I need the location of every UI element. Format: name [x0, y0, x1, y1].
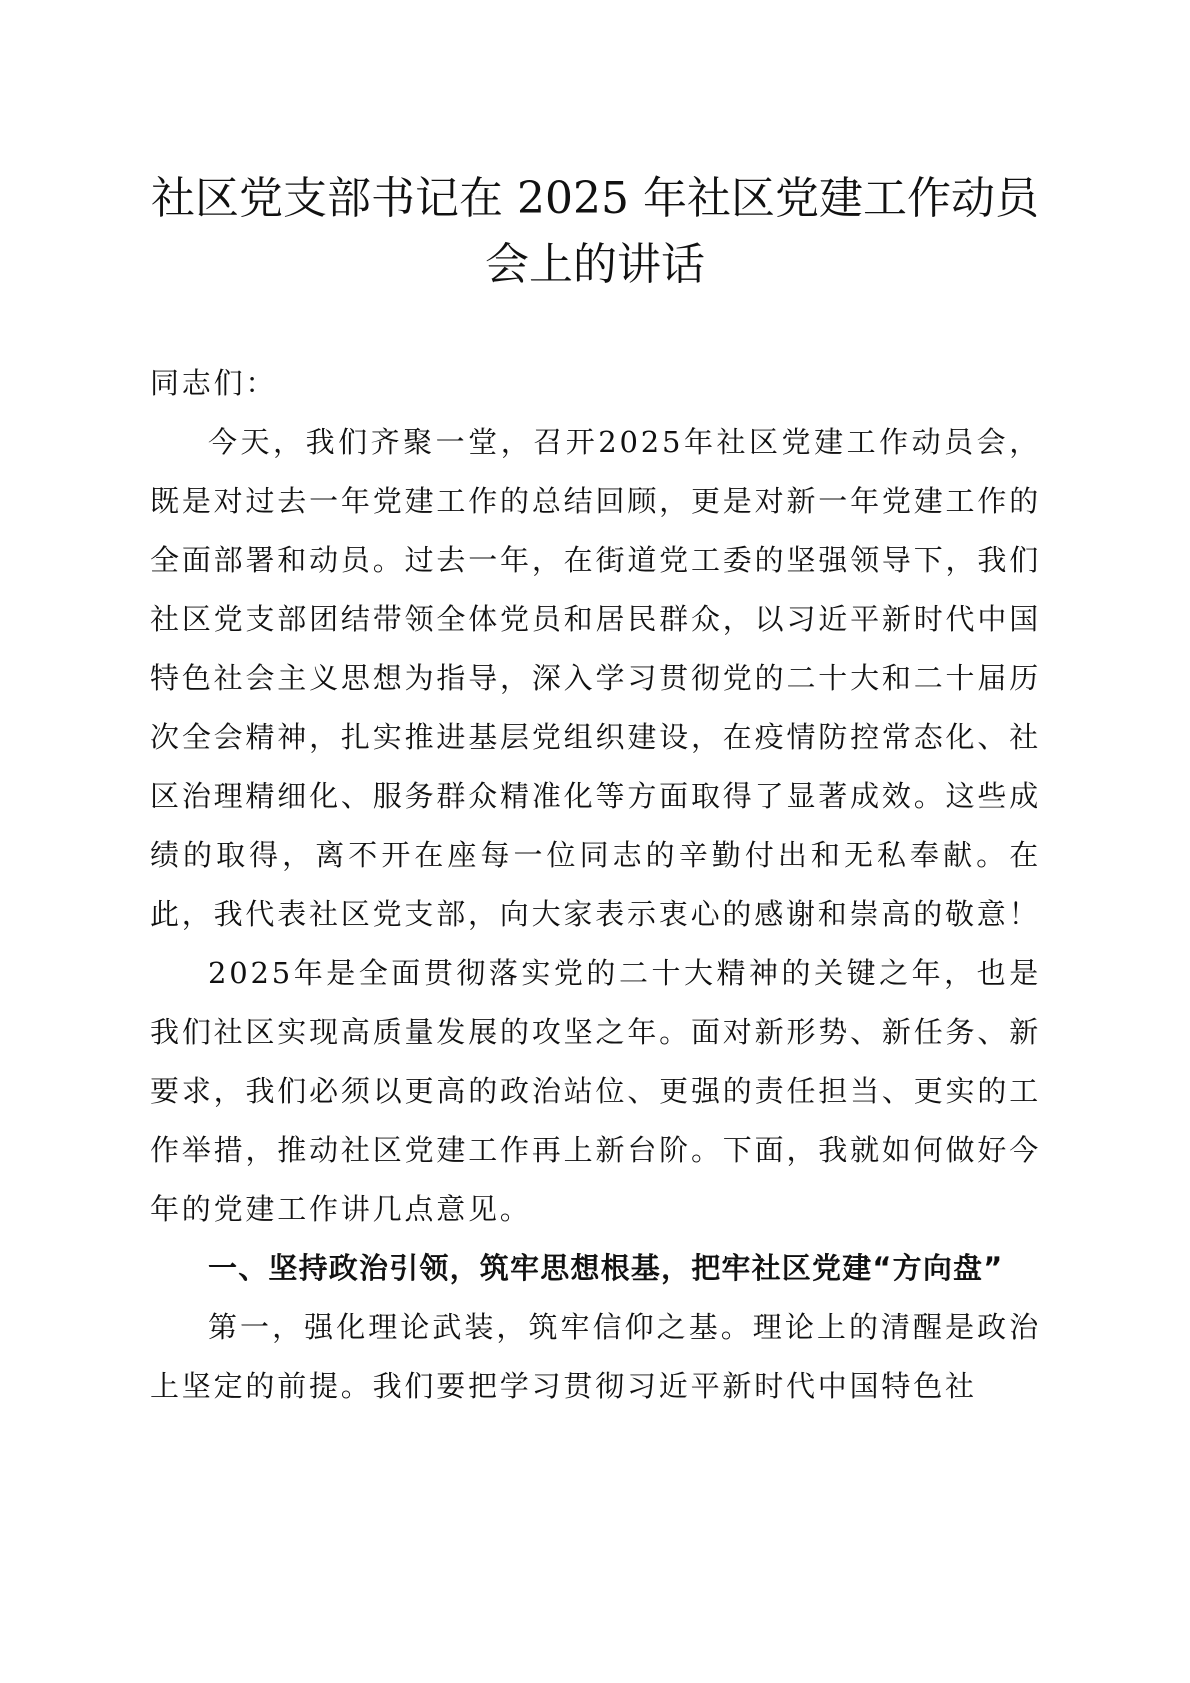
paragraph-2: 2025年是全面贯彻落实党的二十大精神的关键之年，也是我们社区实现高质量发展的攻坚之年。面对新形势、新任务、新要求，我们必须以更高的政治站位、更强的责任担当、更实的工作举措，推动社区党建工作再上新台阶。下面，我就如何做好今年的党建工作讲几点意见。	[150, 956, 1041, 1226]
title-line-1: 社区党支部书记在 2025 年社区党建工作动员	[151, 173, 1039, 224]
paragraph-1: 今天，我们齐聚一堂，召开2025年社区党建工作动员会，既是对过去一年党建工作的总结回顾，更是对新一年党建工作的全面部署和动员。过去一年，在街道党工委的坚强领导下，我们社区党支部团结带领全体党员和居民群众，以习近平新时代中国特色社会主义思想为指导，深入学习贯彻党的二十大和二十届历次全会精神，扎实推进基层党组织建设，在疫情防控常态化、社区治理精细化、服务群众精准化等方面取得了显著成效。这些成绩的取得，离不开在座每一位同志的辛勤付出和无私奉献。在此，我代表社区党支部，向大家表示衷心的感谢和崇高的敬意！	[150, 425, 1041, 931]
section-heading: 一、坚持政治引领，筑牢思想根基，把牢社区党建“方向盘”	[208, 1251, 1004, 1285]
document-title	[120, 166, 1070, 298]
section-paragraph: 第一，强化理论武装，筑牢信仰之基。理论上的清醒是政治上坚定的前提。我们要把学习贯彻习近平新时代中国特色社	[150, 1310, 1041, 1403]
title-line-2: 会上的讲话	[485, 239, 705, 290]
document-body	[150, 354, 1041, 1416]
greeting: 同志们：	[150, 366, 278, 400]
